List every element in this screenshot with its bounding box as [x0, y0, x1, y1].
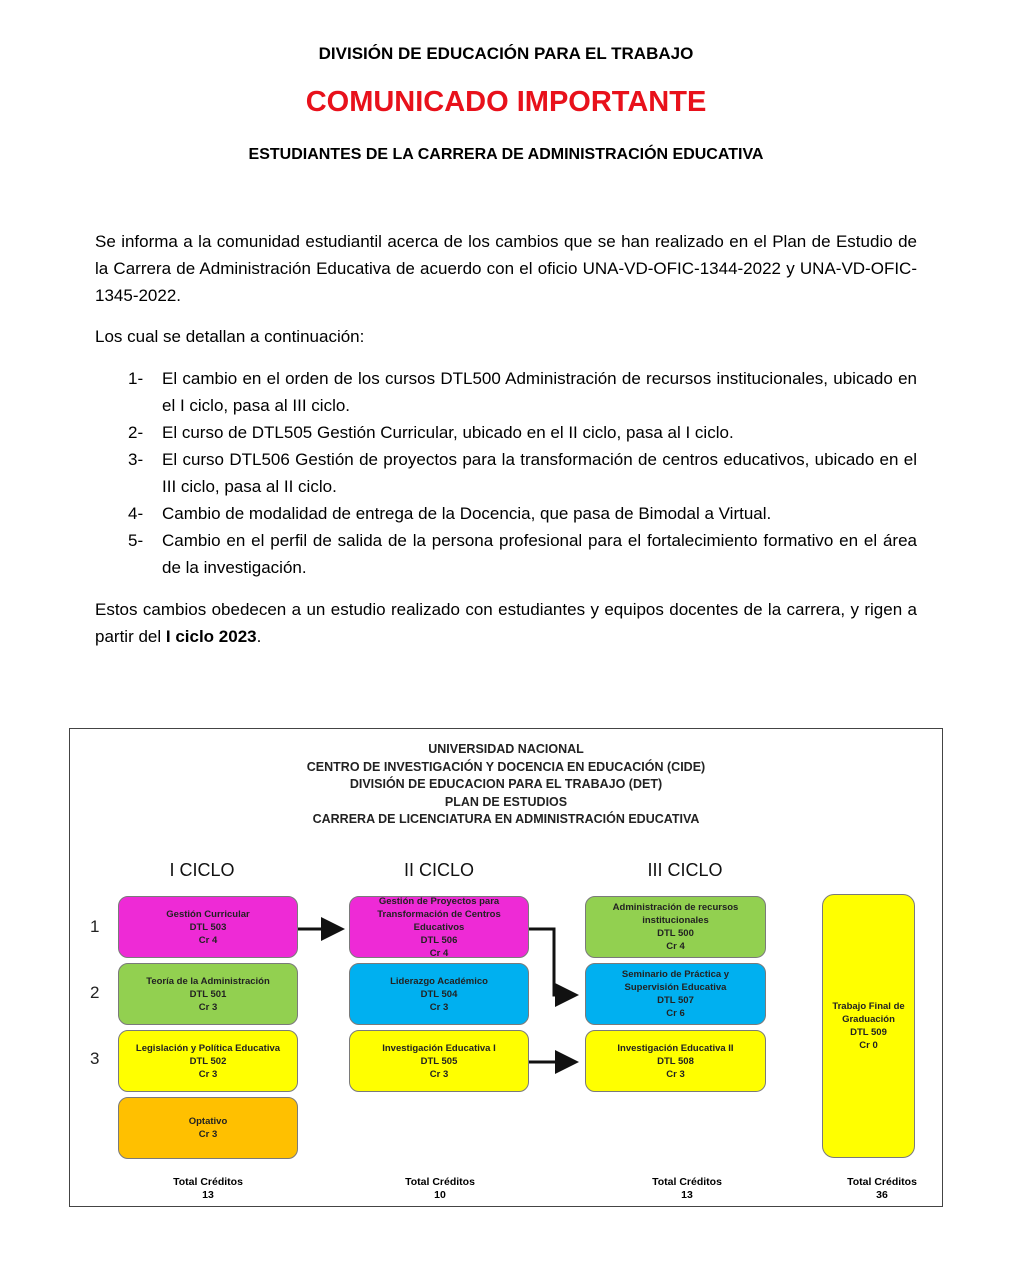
list-item: [95, 500, 917, 527]
total-value: 10: [434, 1189, 446, 1201]
list-text: El curso DTL506 Gestión de proyectos para la transformación de centros educativos, ubicado en el III ciclo, pasa al II ciclo.: [162, 450, 917, 496]
changes-list: [95, 365, 917, 581]
course-name: Gestión Curricular: [166, 908, 250, 920]
course-code: DTL 508: [657, 1055, 694, 1067]
course-credits: Cr 4: [198, 934, 218, 946]
total-value: 36: [876, 1189, 888, 1201]
course-name: Gestión de Proyectos para Transformación de Centros Educativos: [377, 895, 501, 933]
total-credits-overall: [822, 1176, 942, 1202]
list-item: [95, 446, 917, 500]
total-value: 13: [202, 1189, 214, 1201]
total-label: Total Créditos: [847, 1176, 917, 1188]
course-name: Legislación y Política Educativa: [135, 1042, 281, 1054]
total-credits-cycle-3: [627, 1176, 747, 1202]
course-credits: Cr 3: [429, 1001, 449, 1013]
closing-paragraph: [95, 596, 917, 650]
list-number: 3-: [128, 450, 144, 469]
course-dtl505: [349, 1030, 529, 1092]
course-name: Administración de recursos institucionales: [612, 902, 739, 926]
course-code: DTL 509: [850, 1027, 887, 1038]
row-number-1: 1: [90, 917, 100, 936]
lead-paragraph: Los cual se detallan a continuación:: [95, 327, 365, 346]
career-name: CARRERA DE LICENCIATURA EN ADMINISTRACIÓN EDUCATIVA: [312, 812, 700, 826]
list-text: El curso de DTL505 Gestión Curricular, ubicado en el II ciclo, pasa al I ciclo.: [162, 423, 734, 442]
course-dtl500: [585, 896, 766, 958]
closing-text: Estos cambios obedecen a un estudio realizado con estudiantes y equipos docentes de la carrera, y rigen a partir del: [95, 600, 917, 646]
page-title: COMUNICADO IMPORTANTE: [305, 86, 707, 118]
cycle-1-heading: I CICLO: [169, 860, 235, 880]
course-code: DTL 504: [420, 988, 458, 1000]
list-number: 2-: [128, 423, 144, 442]
list-item: [95, 365, 917, 419]
list-text: Cambio en el perfil de salida de la persona profesional para el fortalecimiento formativo en el área de la investigación.: [162, 531, 917, 577]
total-label: Total Créditos: [652, 1176, 722, 1188]
university-name: UNIVERSIDAD NACIONAL: [428, 742, 584, 756]
course-dtl503: [118, 896, 298, 958]
course-code: DTL 505: [420, 1055, 458, 1067]
course-credits: Cr 3: [198, 1129, 218, 1140]
course-code: DTL 500: [657, 928, 694, 939]
course-dtl502: [118, 1030, 298, 1092]
closing-period: .: [256, 627, 262, 646]
total-credits-cycle-2: [380, 1176, 500, 1202]
course-credits: Cr 0: [859, 1040, 878, 1051]
study-plan-diagram: [69, 728, 943, 1207]
center-name: CENTRO DE INVESTIGACIÓN Y DOCENCIA EN EDUCACIÓN (CIDE): [306, 759, 706, 774]
course-dtl507: [585, 963, 766, 1025]
division-name: DIVISIÓN DE EDUCACION PARA EL TRABAJO (DET): [349, 777, 663, 791]
course-credits: Cr 4: [429, 947, 449, 959]
audience-subtitle: ESTUDIANTES DE LA CARRERA DE ADMINISTRACIÓN EDUCATIVA: [248, 146, 764, 163]
course-credits: Cr 4: [666, 941, 685, 952]
total-label: Total Créditos: [405, 1176, 475, 1188]
course-credits: Cr 6: [666, 1008, 685, 1019]
list-text: El cambio en el orden de los cursos DTL500 Administración de recursos institucionales, ubicado en el I ciclo, pasa al III ciclo.: [162, 369, 917, 415]
course-name: Trabajo Final de Graduación: [832, 1001, 905, 1025]
course-credits: Cr 3: [429, 1068, 449, 1080]
course-credits: Cr 3: [198, 1068, 218, 1080]
course-name: Investigación Educativa II: [617, 1042, 734, 1054]
course-dtl504: [349, 963, 529, 1025]
course-name: Investigación Educativa I: [382, 1042, 496, 1054]
course-credits: Cr 3: [198, 1001, 218, 1013]
course-name: Teoría de la Administración: [146, 975, 270, 987]
course-dtl509: [822, 894, 915, 1158]
list-text: Cambio de modalidad de entrega de la Docencia, que pasa de Bimodal a Virtual.: [162, 504, 772, 523]
course-code: DTL 503: [189, 921, 227, 933]
intro-paragraph: Se informa a la comunidad estudiantil acerca de los cambios que se han realizado en el Plan de Estudio de la Carrera de Administración Educativa de acuerdo con el oficio UNA-VD-OFIC-1344-2022 y UNA-VD-OFIC-1345-2022.: [95, 232, 917, 305]
list-item: [95, 419, 917, 446]
total-value: 13: [681, 1189, 693, 1201]
course-name: Liderazgo Académico: [390, 975, 488, 987]
course-optativo: [118, 1097, 298, 1159]
course-dtl506: [349, 896, 529, 958]
effective-date: I ciclo 2023: [165, 627, 257, 646]
plan-label: PLAN DE ESTUDIOS: [444, 794, 568, 809]
cycle-3-heading: III CICLO: [647, 860, 723, 880]
row-number-3: 3: [90, 1049, 100, 1068]
course-name: Seminario de Práctica y Supervisión Educativa: [621, 969, 730, 993]
cycle-2-heading: II CICLO: [403, 860, 474, 880]
course-code: DTL 502: [189, 1055, 227, 1067]
list-number: 1-: [128, 369, 144, 388]
list-number: 5-: [128, 531, 144, 550]
list-item: [95, 527, 917, 581]
course-code: DTL 506: [420, 934, 458, 946]
division-heading: DIVISIÓN DE EDUCACIÓN PARA EL TRABAJO: [318, 44, 694, 63]
total-label: Total Créditos: [173, 1176, 243, 1188]
course-credits: Cr 3: [666, 1068, 685, 1080]
course-dtl508: [585, 1030, 766, 1092]
course-name: Optativo: [188, 1116, 228, 1127]
course-code: DTL 507: [657, 995, 694, 1006]
row-number-2: 2: [90, 983, 100, 1002]
list-number: 4-: [128, 504, 144, 523]
arrow-506-to-507: [528, 929, 576, 995]
course-dtl501: [118, 963, 298, 1025]
total-credits-cycle-1: [148, 1176, 268, 1202]
course-code: DTL 501: [189, 988, 227, 1000]
